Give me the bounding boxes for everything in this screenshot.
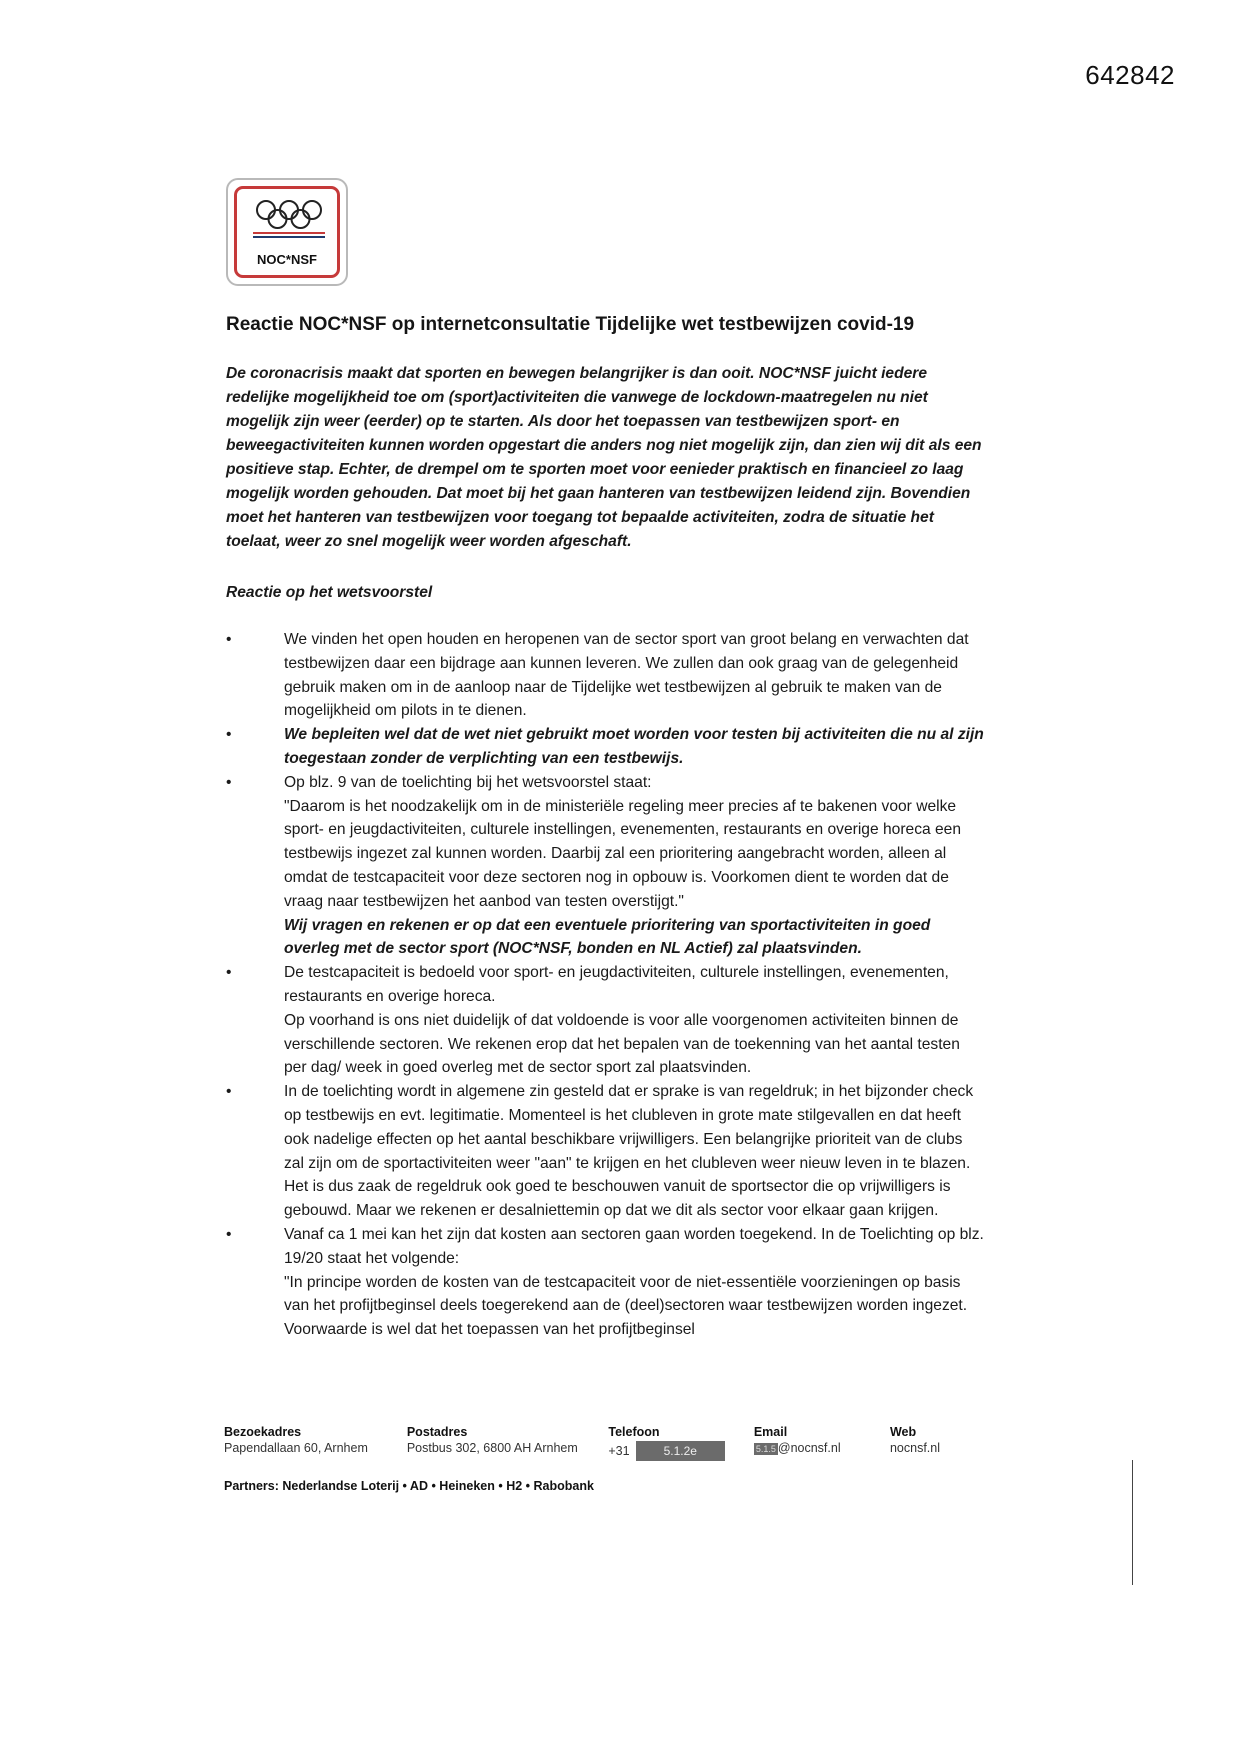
point-text: In de toelichting wordt in algemene zin gesteld dat er sprake is van regeldruk; in het bijzonder check op testbewijs en evt. legitimatie. Momenteel is het clubleven in grote mate stilgevallen en dat heeft ook nadelige effecten op het aantal beschikbare vrijwilligers. Een belangrijke prioriteit van de clubs zal zijn om de sportactiviteiten weer "aan" te krijgen en het clubleven weer nieuw leven in te blazen. Het is dus zaak de regeldruk ook goed te beschouwen vanuit de sportsector die op vrijwilligers is gebouwd. Maar we rekenen er desalniettemin op dat we dit als sector voor elkaar gaan krijgen. [284,1083,974,1220]
intro-paragraph: De coronacrisis maakt dat sporten en bewegen belangrijker is dan ooit. NOC*NSF juicht iedere redelijke mogelijkheid toe om (sport)activiteiten die vanwege de lockdown-maatregelen nu niet mogelijk zijn weer (eerder) op te starten. Als door het toepassen van testbewijzen sport- en beweegactiviteiten kunnen worden opgestart die anders nog niet mogelijk zijn, dan zien wij dit als een positieve stap. Echter, de drempel om te sporten moet voor eenieder praktisch en financieel zo laag mogelijk worden gehouden. Dat moet bij het gaan hanteren van testbewijzen leidend zijn. Bovendien moet het hanteren van testbewijzen voor toegang tot bepaalde activiteiten, zodra de situatie het toelaat, weer zo snel mogelijk weer worden afgeschaft. [226,365,982,550]
point-quote: "Daarom is het noodzakelijk om in de ministeriële regeling meer precies af te bakenen voor welke sport- en jeugdactiviteiten, culturele instellingen, evenementen, restaurants en overige horeca een testbewijs ingezet zal kunnen worden. Daarbij zal een prioritering aangebracht worden, alleen al omdat de testcapaciteit voor deze sectoren nog in opbouw is. Voorkomen dient te worden dat de vraag naar testbewijzen het aanbod van testen overstijgt." [284,797,962,910]
footer-postal-address [407,1425,585,1461]
footer-phone [608,1425,729,1461]
point-text: Vanaf ca 1 mei kan het zijn dat kosten aan sectoren gaan worden toegekend. In de Toelichting op blz. 19/20 staat het volgende: [284,1225,984,1267]
point-text: We vinden het open houden en heropenen van de sector sport van groot belang en verwachten dat testbewijzen daar een bijdrage aan kunnen leveren. We zullen dan ook graag van de gelegenheid gebruik maken om in de aanloop naar de Tijdelijke wet testbewijzen al gebruik te maken van de mogelijkheid om pilots in te dienen. [284,631,969,720]
point-quote: "In principe worden de kosten van de testcapaciteit voor de niet-essentiële voorzieningen op basis van het profijtbeginsel deels toegerekend aan de (deel)sectoren waar testbewijzen worden ingezet. Voorwaarde is wel dat het toepassen van het profijtbeginsel [284,1273,968,1339]
phone-prefix: +31 [608,1444,630,1458]
olympic-rings-icon [251,197,327,241]
footer-email [754,1425,866,1461]
footer-value: Papendallaan 60, Arnhem [224,1441,368,1455]
section-heading: Reactie op het wetsvoorstel [226,584,433,601]
footer-label: Telefoon [608,1425,660,1439]
list-item [226,1080,986,1223]
bullet-icon: • [226,1083,232,1101]
bullet-icon: • [226,773,232,791]
footer-visit-address [224,1425,383,1461]
point-text: De testcapaciteit is bedoeld voor sport- en jeugdactiviteiten, culturele instellingen, evenementen, restaurants en overige horeca. [284,964,949,1005]
footer-value: Postbus 302, 6800 AH Arnhem [406,1441,578,1455]
point-emphasis: Wij vragen en rekenen er op dat een eventuele prioritering van sportactiviteiten in goed overleg met de sector sport (NOC*NSF, bonden en NL Actief) zal plaatsvinden. [284,916,931,958]
bullet-icon: • [226,631,232,648]
bullet-icon: • [226,964,232,982]
footer-value [754,1441,866,1455]
footer-value: nocnsf.nl [889,1441,940,1455]
footer-value [608,1441,729,1461]
bullet-icon: • [226,726,232,744]
logo-frame [234,186,340,278]
email-redaction: 5.1.5 [755,1444,776,1454]
scan-edge-line [1132,1460,1133,1585]
list-item [226,723,986,771]
point-text: Op blz. 9 van de toelichting bij het wetsvoorstel staat: [284,773,652,791]
point-text: Op voorhand is ons niet duidelijk of dat voldoende is voor alle voorgenomen activiteiten binnen de verschillende sectoren. We rekenen erop dat het bepalen van de toekenning van het aantal testen per dag/ week in goed overleg met de sector sport zal plaatsvinden. [284,1011,960,1077]
email-suffix: @nocnsf.nl [777,1441,841,1455]
page-title: Reactie NOC*NSF op internetconsultatie Tijdelijke wet testbewijzen covid-19 [226,314,915,335]
footer-label: Bezoekadres [224,1425,302,1439]
letter-footer [224,1425,964,1493]
bullet-icon: • [226,1225,232,1243]
footer-web [890,1425,940,1461]
letter-body [226,314,986,1342]
list-item [226,628,986,723]
list-item [226,771,986,961]
list-item [226,961,986,1080]
phone-redaction: 5.1.2e [636,1441,725,1461]
footer-partners: Partners: Nederlandse Loterij • AD • Heineken • H2 • Rabobank [224,1479,594,1493]
footer-label: Web [889,1425,917,1439]
document-id: 642842 [1085,60,1175,90]
point-emphasis: We bepleiten wel dat de wet niet gebruikt moet worden voor testen bij activiteiten die nu al zijn toegestaan zonder de verplichting van een testbewijs. [284,726,984,767]
noc-nsf-logo [226,178,348,286]
footer-label: Email [753,1425,788,1439]
footer-label: Postadres [406,1425,468,1439]
bullet-list [226,628,986,1342]
logo-text: NOC*NSF [257,252,317,267]
list-item [226,1223,986,1342]
